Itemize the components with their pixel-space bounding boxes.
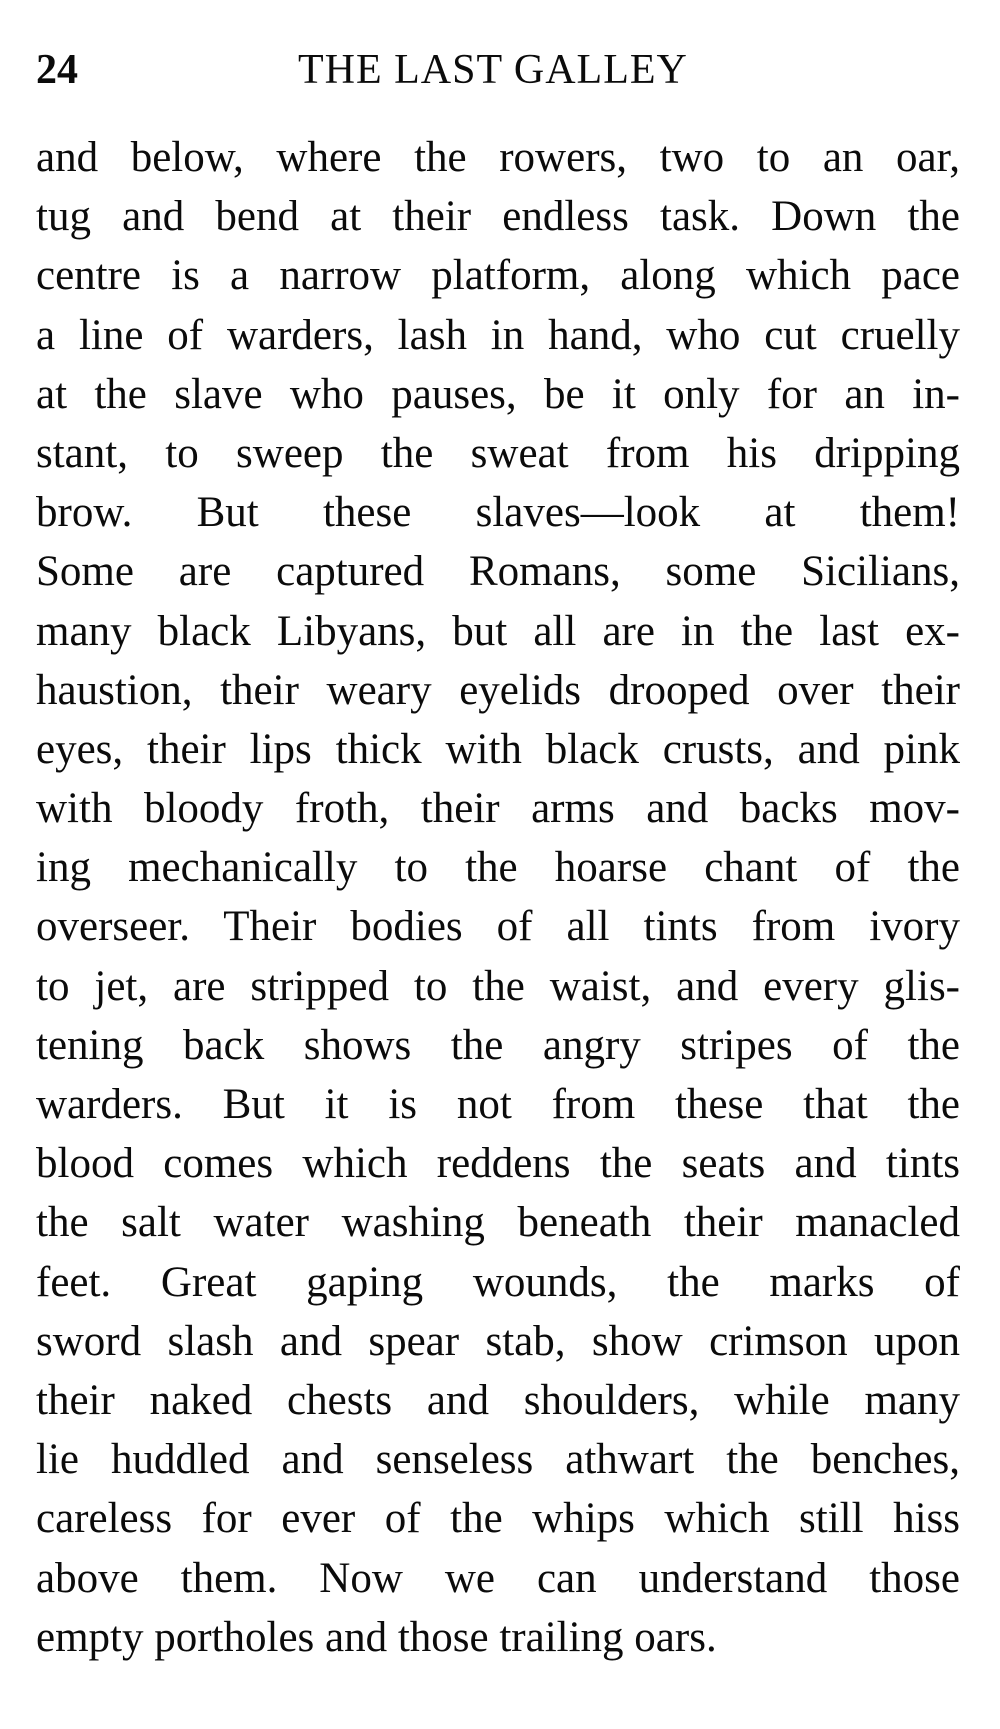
text-line: lie huddled and senseless athwart the benches,: [36, 1436, 960, 1484]
text-line: and below, where the rowers, two to an oar,: [36, 134, 960, 181]
running-head: [36, 40, 956, 100]
text-line: centre is a narrow platform, along which pace: [36, 252, 960, 300]
running-title: THE LAST GALLEY: [298, 47, 688, 93]
text-line: stant, to sweep the sweat from his dripping: [36, 429, 960, 477]
text-line: many black Libyans, but all are in the last ex-: [36, 607, 960, 655]
page-number: 24: [36, 47, 78, 93]
text-line: tening back shows the angry stripes of the: [36, 1021, 960, 1069]
text-line: careless for ever of the whips which still hiss: [36, 1495, 960, 1543]
text-line: with bloody froth, their arms and backs mov-: [36, 785, 960, 833]
text-line: the salt water washing beneath their manacled: [36, 1199, 960, 1247]
text-line: haustion, their weary eyelids drooped over their: [36, 666, 960, 714]
text-line: their naked chests and shoulders, while many: [36, 1376, 960, 1424]
text-line: ing mechanically to the hoarse chant of the: [36, 844, 960, 892]
text-line: blood comes which reddens the seats and tints: [36, 1140, 960, 1188]
text-line: sword slash and spear stab, show crimson upon: [36, 1317, 960, 1365]
text-line: a line of warders, lash in hand, who cut cruelly: [36, 311, 960, 359]
body-paragraph: [36, 128, 960, 1667]
text-line: brow. But these slaves—look at them!: [36, 489, 960, 537]
text-line: eyes, their lips thick with black crusts, and pink: [36, 725, 960, 773]
text-line: tug and bend at their endless task. Down the: [36, 193, 960, 241]
text-line: above them. Now we can understand those: [36, 1554, 960, 1602]
text-line: Some are captured Romans, some Sicilians,: [36, 548, 960, 596]
text-line: empty portholes and those trailing oars.: [36, 1613, 717, 1661]
text-line: feet. Great gaping wounds, the marks of: [36, 1258, 960, 1306]
text-line: overseer. Their bodies of all tints from ivory: [36, 903, 960, 951]
text-line: to jet, are stripped to the waist, and every glis-: [36, 962, 960, 1010]
text-line: at the slave who pauses, be it only for an in-: [36, 370, 960, 418]
text-line: warders. But it is not from these that the: [36, 1081, 960, 1128]
